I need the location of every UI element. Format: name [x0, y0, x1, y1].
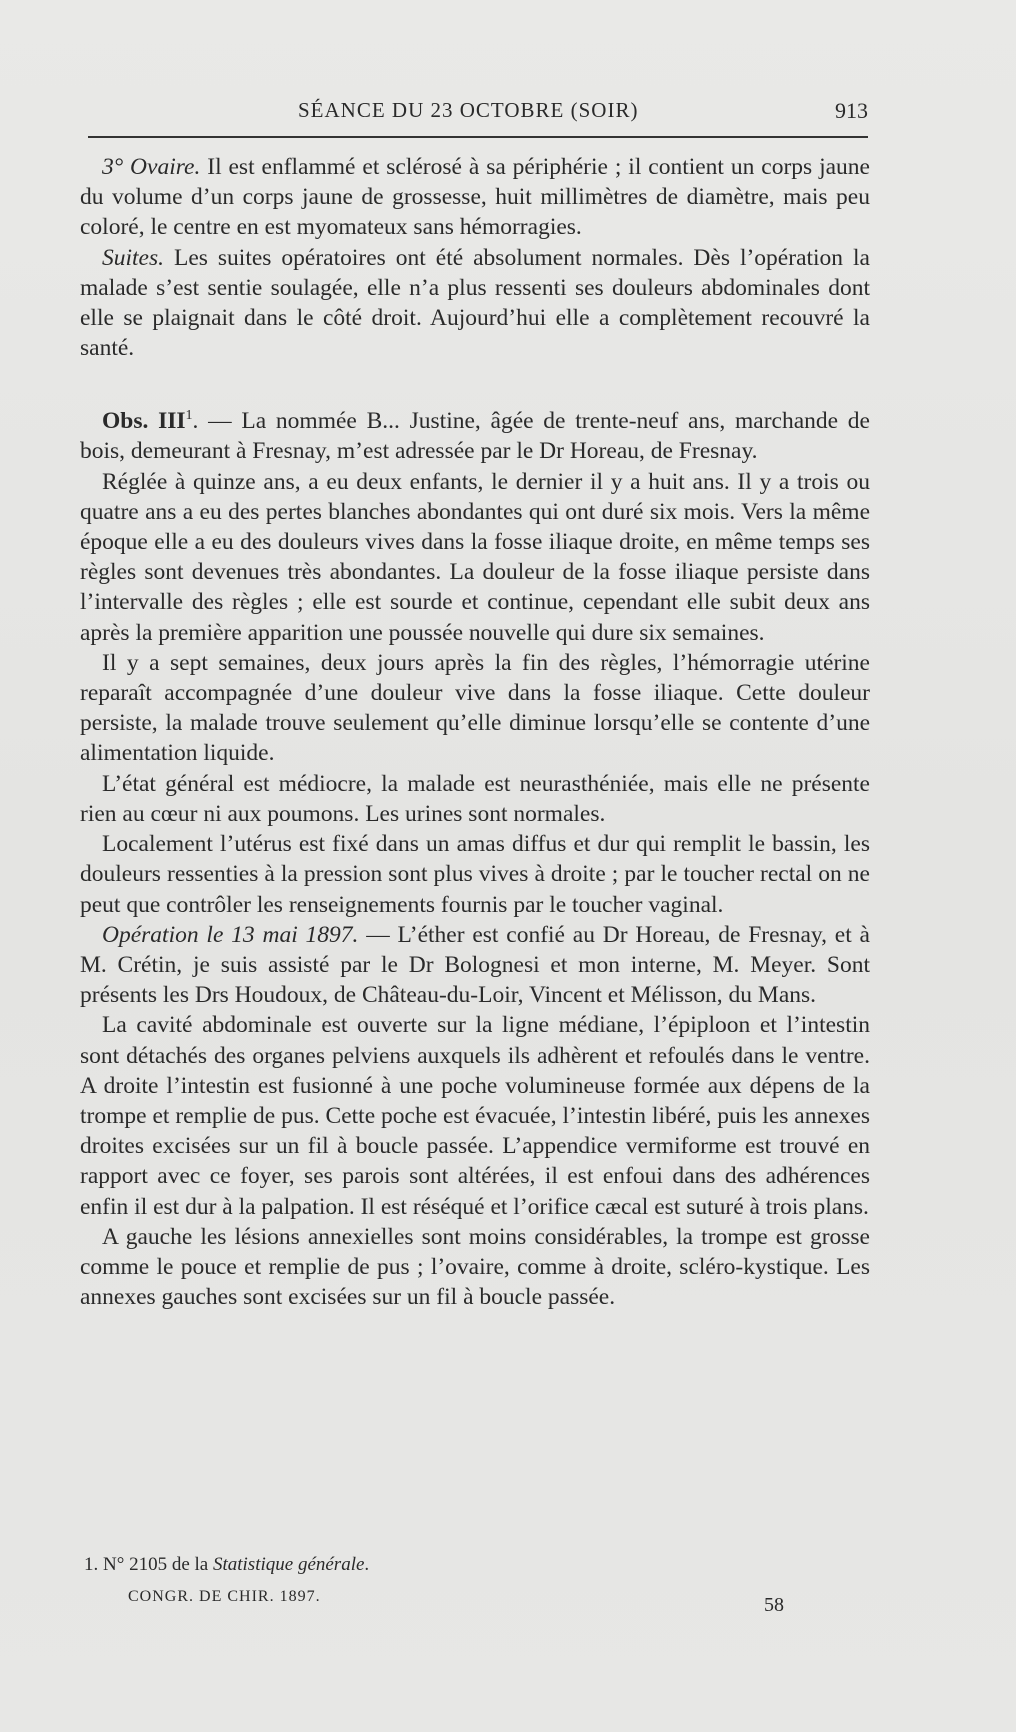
- paragraph-suites: Suites. Les suites opératoires ont été absolument normales. Dès l’opération la malade s’est sentie soulagée, elle n’a plus ressenti ses douleurs abdominales dont elle se plaignait dans le côté droit. Aujourd’hui elle a complètement recouvré la santé.: [80, 244, 870, 362]
- paragraph-operation: Opération le 13 mai 1897. — L’éther est confié au Dr Horeau, de Fresnay, et à M. Crétin, je suis assisté par le Dr Bolognesi et mon interne, M. Meyer. Sont présents les Drs Houdoux, de Château-du-Loir, Vincent et Mélisson, du Mans.: [80, 921, 870, 1009]
- paragraph-left-lesions: A gauche les lésions annexielles sont moins considérables, la trompe est grosse comme le pouce et remplie de pus ; l’ovaire, comme à droite, scléro-kystique. Les annexes gauches sont excisées sur un fil à boucle passée.: [80, 1223, 870, 1311]
- paragraph-ovaire: 3° Ovaire. Il est enflammé et sclérosé à sa périphérie ; il contient un corps jaune du volume d’un corps jaune de grossesse, huit millimètres de diamètre, mais peu coloré, le centre en est myomateux sans hémorragies.: [80, 154, 870, 241]
- header-rule: [88, 136, 868, 138]
- page-number: 913: [835, 98, 868, 123]
- paragraph-hemorrhage: Il y a sept semaines, deux jours après la fin des règles, l’hémorragie utérine reparaît accompagnée d’une douleur vive dans la fosse iliaque. Cette douleur persiste, la malade trouve seulement qu’elle diminue lorsqu’elle se contente d’une alimentation liquide.: [80, 649, 870, 767]
- footer-signature: CONGR. DE CHIR. 1897.: [128, 1588, 321, 1605]
- paragraph-general-state: L’état général est médiocre, la malade est neurasthéniée, mais elle ne présente rien au cœur ni aux poumons. Les urines sont normales.: [80, 770, 870, 827]
- paragraph-history: Réglée à quinze ans, a eu deux enfants, le dernier il y a huit ans. Il y a trois ou quatre ans a eu des pertes blanches abondantes qui ont duré six mois. Vers la même époque elle a eu des douleurs vives dans la fosse iliaque droite, en même temps ses règles sont devenues très abondantes. La douleur de la fosse iliaque persiste dans l’intervalle des règles ; elle est sourde et continue, cependant elle subit deux ans après la première apparition une poussée nouvelle qui dure six semaines.: [80, 468, 870, 646]
- body-text: [80, 152, 870, 1312]
- header-title: SÉANCE DU 23 OCTOBRE (SOIR): [298, 98, 639, 122]
- paragraph-obs-iii: Obs. III$^1$. — La nommée B... Justine, âgée de trente-neuf ans, marchande de bois, demeurant à Fresnay, m’est adressée par le Dr Horeau, de Fresnay.: [80, 408, 870, 465]
- running-header: [88, 98, 868, 138]
- footnote: 1. N° 2105 de la Statistique générale.: [84, 1554, 370, 1575]
- paragraph-local-exam: Localement l’utérus est fixé dans un amas diffus et dur qui remplit le bassin, les douleurs ressenties à la pression sont plus vives à droite ; par le toucher rectal on ne peut que contrôler les renseignements fournis par le toucher vaginal.: [80, 831, 870, 918]
- paragraph-abdominal: La cavité abdominale est ouverte sur la ligne médiane, l’épiploon et l’intestin sont détachés des organes pelviens auxquels ils adhèrent et refoulés dans le ventre. A droite l’intestin est fusionné à une poche volumineuse formée aux dépens de la trompe et remplie de pus. Cette poche est évacuée, l’intestin libéré, puis les annexes droites excisées sur un fil à boucle passée. L’appendice vermiforme est trouvé en rapport avec ce foyer, ses parois sont altérées, il est enfoui dans des adhérences enfin il est dur à la palpation. Il est réséqué et l’orifice cæcal est suturé à trois plans.: [80, 1012, 870, 1220]
- footnote-marker: 1: [185, 408, 193, 424]
- footer-sheet-number: 58: [764, 1594, 784, 1616]
